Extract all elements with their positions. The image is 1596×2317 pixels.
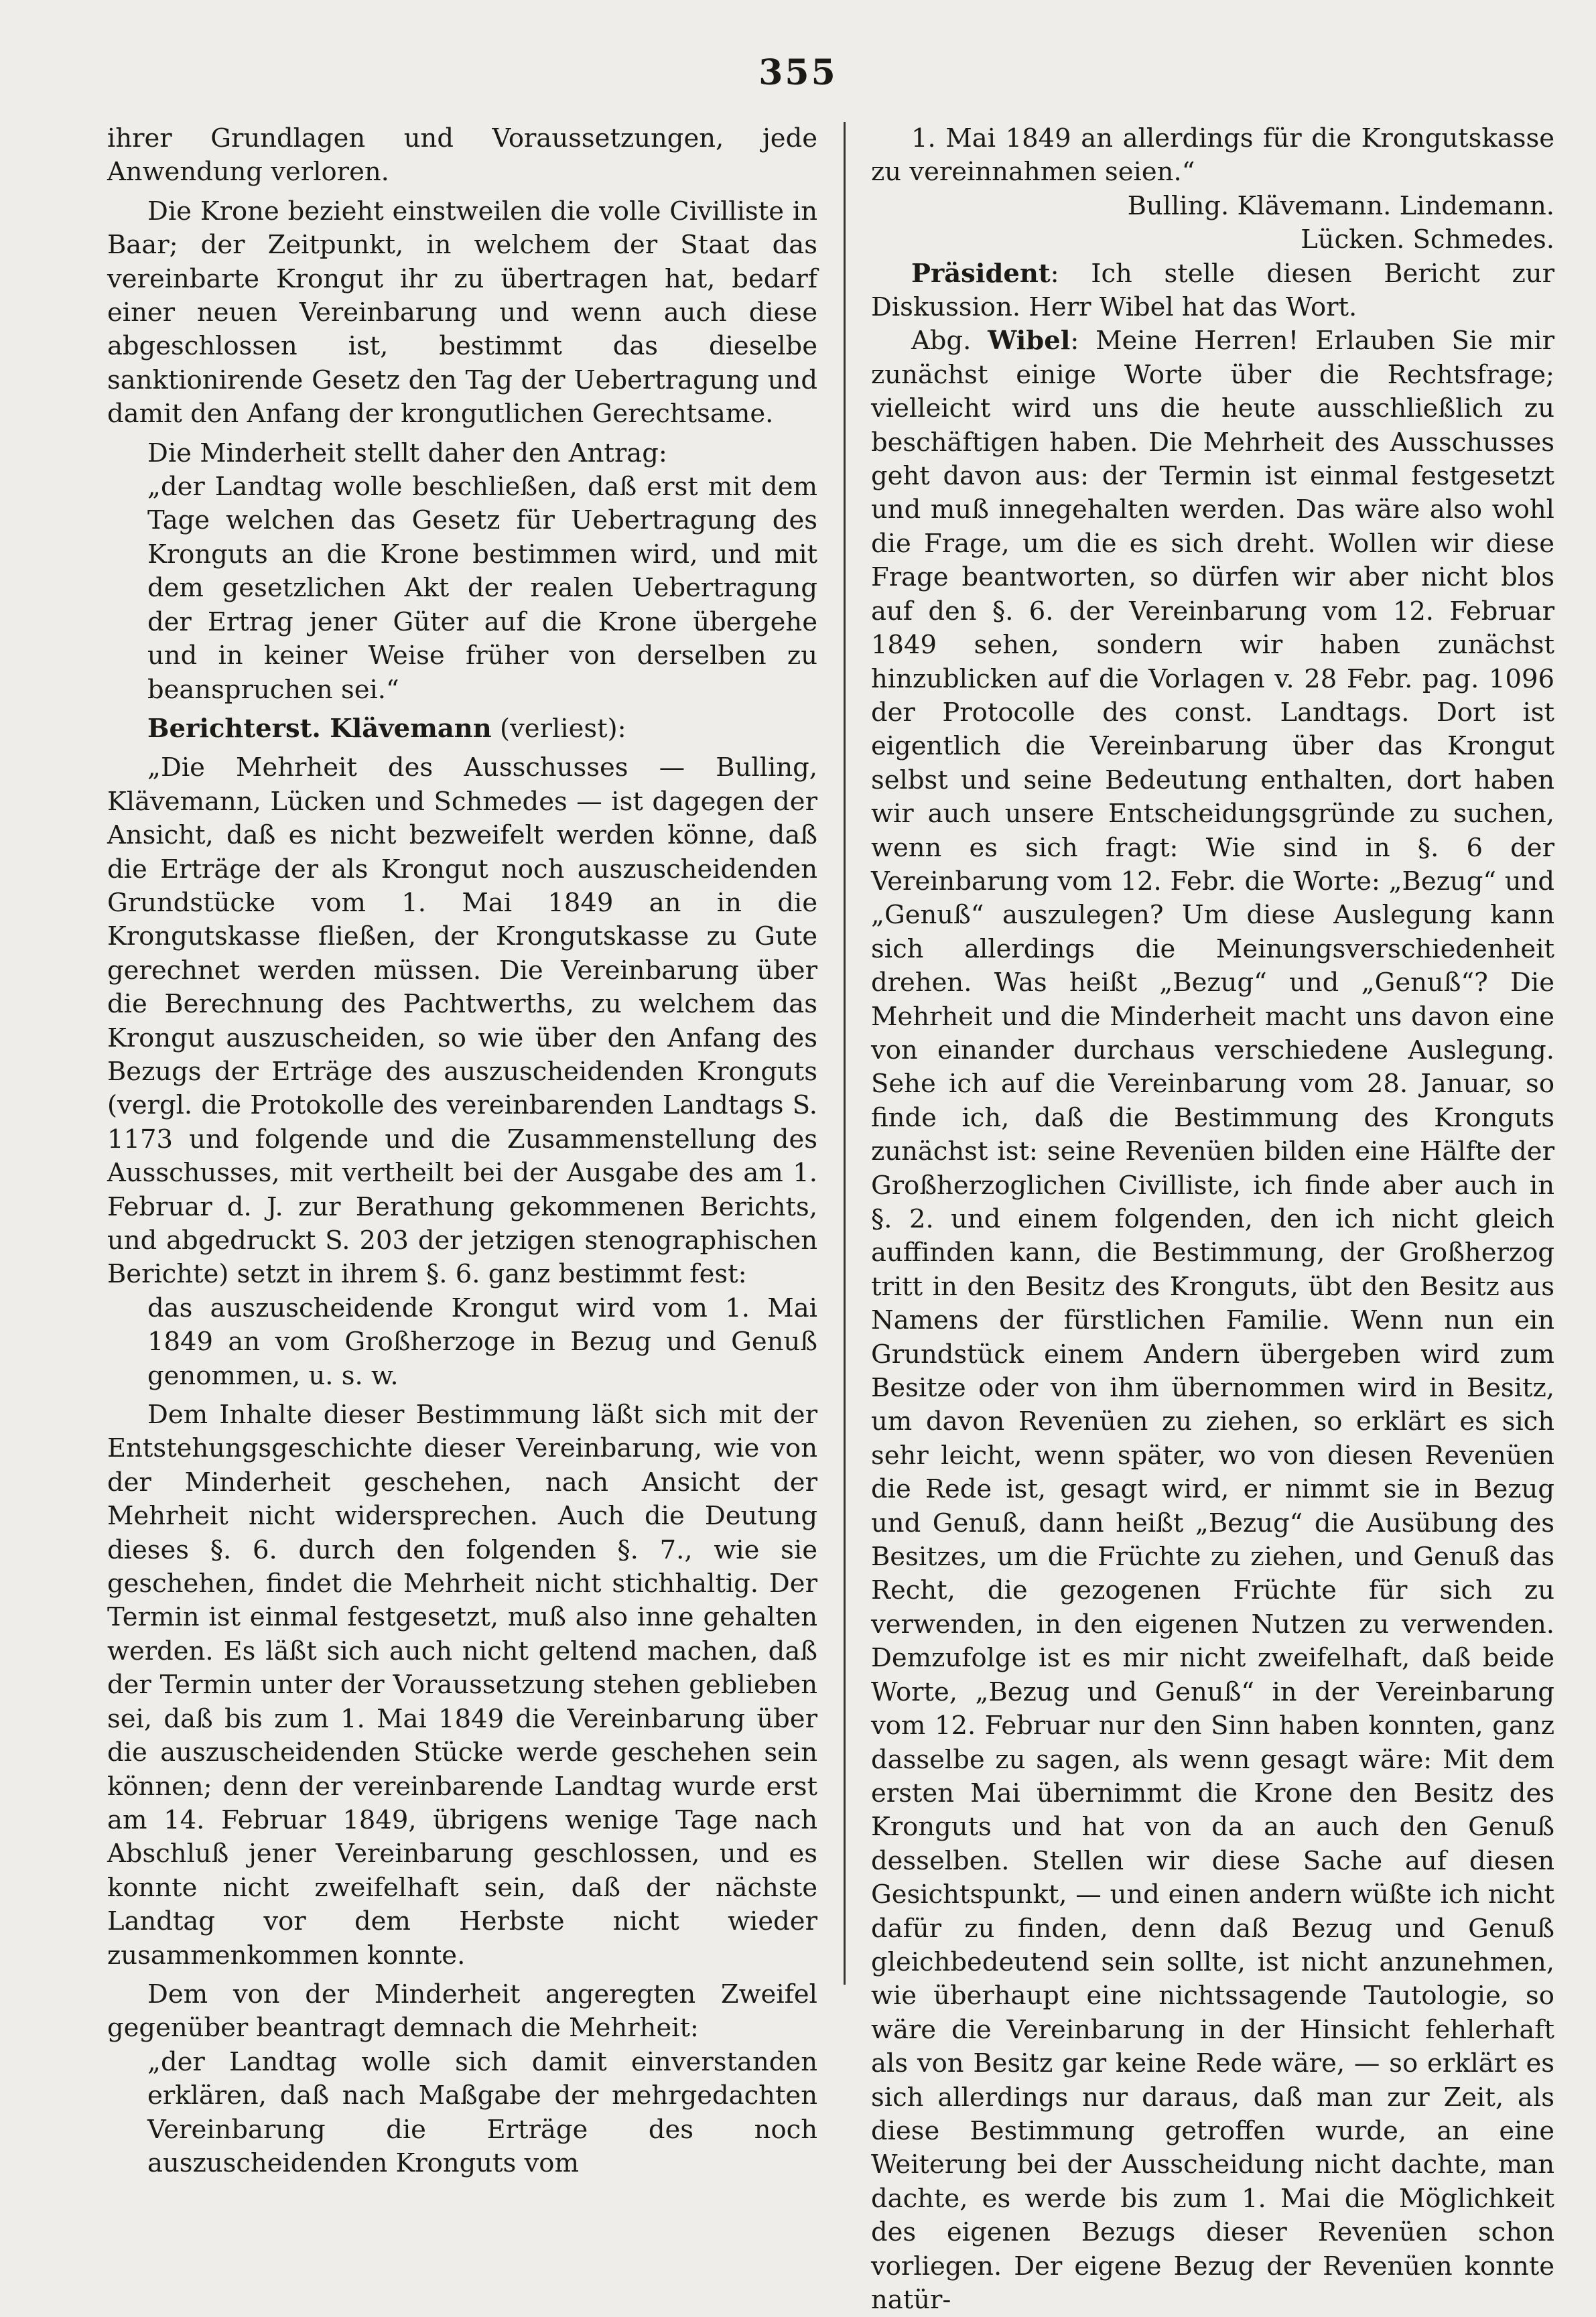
signatories: Lücken. Schmedes.: [1301, 224, 1554, 255]
majority-motion-quote: „der Landtag wolle sich damit einverstanden erklären, daß nach Maßgabe der mehrgedachten Vereinbarung die Erträge des noch auszuscheidenden Kronguts vom: [147, 2046, 817, 2178]
paragraph: Dem Inhalte dieser Bestimmung läßt sich mit der Entstehungsgeschichte dieser Vereinbarung, wie von der Minderheit geschehen, nach Ansicht der Mehrheit nicht widersprechen. Auch die Deutung dieses §. 6. durch den folgenden §. 7., wie sie geschehen, findet die Mehrheit nicht stichhaltig. Der Termin ist einmal festgesetzt, muß also inne gehalten werden. Es läßt sich auch nicht geltend machen, daß der Termin unter der Voraussetzung stehen geblieben sei, daß bis zum 1. Mai 1849 die Vereinbarung über die auszuscheidenden Stücke werde geschehen sein können; denn der vereinbarende Landtag wurde erst am 14. Februar 1849, übrigens wenige Tage nach Abschluß jener Vereinbarung geschlossen, und es konnte nicht zweifelhaft sein, daß der nächste Landtag vor dem Herbste nicht wieder zusammenkommen konnte.: [107, 1400, 817, 1971]
speaker-line: [871, 324, 1554, 2317]
speaker-title: Abg.: [911, 326, 988, 356]
paragraph: „Die Mehrheit des Ausschusses — Bulling, Klävemann, Lücken und Schmedes — ist dagegen der Ansicht, daß es nicht bezweifelt werden könne, daß die Erträge der als Krongut noch auszuscheidenden Grundstücke vom 1. Mai 1849 an in die Krongutskasse fließen, der Krongutskasse zu Gute gerechnet werden müssen. Die Vereinbarung über die Berechnung des Pachtwerths, zu welchem das Krongut auszuscheiden, so wie über den Anfang des Bezugs der Erträge des auszuscheidenden Kronguts (vergl. die Protokolle des vereinbarenden Landtags S. 1173 und folgende und die Zusammenstellung des Ausschusses, mit vertheilt bei der Ausgabe des am 1. Februar d. J. zur Berathung gekommenen Berichts, und abgedruckt S. 203 der jetzigen stenographischen Berichte) setzt in ihrem §. 6. ganz bestimmt fest:: [107, 752, 817, 1290]
speaker-line: [107, 712, 817, 746]
paragraph: Dem von der Minderheit angeregten Zweifel gegenüber beantragt demnach die Mehrheit:: [107, 1979, 817, 2044]
minority-motion-quote: „der Landtag wolle beschließen, daß erst mit dem Tage welchen das Gesetz für Uebertragung des Kronguts an die Krone bestimmen wird, und mit dem gesetzlichen Akt der realen Uebertragung der Ertrag jener Güter auf die Krone übergehe und in keiner Weise früher von derselben zu beanspruchen sei.“: [147, 472, 817, 705]
speaker-name: Berichterst. Klävemann: [147, 713, 492, 744]
signatories: Bulling. Klävemann. Lindemann.: [1127, 190, 1554, 221]
paragraph: ihrer Grundlagen und Voraussetzungen, jede Anwendung verloren.: [107, 123, 817, 188]
cited-clause: das auszuscheidende Krongut wird vom 1. Mai 1849 an vom Großherzoge in Bezug und Genuß genommen, u. s. w.: [147, 1293, 817, 1391]
speaker-text: : Ich stelle diesen Bericht zur Diskussion. Herr Wibel hat das Wort.: [871, 258, 1554, 323]
column-divider: [844, 122, 846, 1985]
page-number: 355: [758, 52, 838, 93]
speaker-note: (verliest):: [491, 713, 626, 744]
right-column: [871, 122, 1554, 2317]
speaker-line: [871, 257, 1554, 325]
left-column: [107, 122, 817, 2180]
paragraph: Die Minderheit stellt daher den Antrag:: [147, 438, 667, 468]
speaker-name: Präsident: [911, 258, 1051, 289]
speaker-text: : Meine Herren! Erlauben Sie mir zunächst einige Worte über die Rechtsfrage; vielleicht wird uns die heute ausschließlich zu beschäftigen haben. Die Mehrheit des Ausschusses geht davon aus: der Termin ist einmal festgesetzt und muß innegehalten werden. Das wäre also wohl die Frage, um die es sich dreht. Wollen wir diese Frage beantworten, so dürfen wir aber nicht blos auf den §. 6. der Vereinbarung vom 12. Februar 1849 sehen, sondern wir haben zunächst hinzublicken auf die Vorlagen v. 28 Febr. pag. 1096 der Protocolle des const. Landtags. Dort ist eigentlich die Vereinbarung über das Krongut selbst und seine Bedeutung enthalten, dort haben wir auch unsere Entscheidungsgründe zu suchen, wenn es sich fragt: Wie sind in §. 6 der Vereinbarung vom 12. Febr. die Worte: „Bezug“ und „Genuß“ auszulegen? Um diese Auslegung kann sich allerdings die Meinungsverschiedenheit drehen. Was heißt „Bezug“ und „Genuß“? Die Mehrheit und die Minderheit macht uns davon eine von einander durchaus verschiedene Auslegung. Sehe ich auf die Vereinbarung vom 28. Januar, so finde ich, daß die Bestimmung des Kronguts zunächst ist: seine Revenüen bilden eine Hälfte der Großherzoglichen Civilliste, ich finde aber auch in §. 2. und einem folgenden, den ich nicht gleich auffinden kann, die Bestimmung, der Großherzog tritt in den Besitz des Kronguts, übt den Besitz aus Namens der fürstlichen Familie. Wenn nun ein Grundstück einem Andern übergeben wird zum Besitze oder von ihm übernommen wird in Besitz, um davon Revenüen zu ziehen, so erklärt es sich sehr leicht, wenn später, wo von diesen Revenüen die Rede ist, gesagt wird, er nimmt sie in Bezug und Genuß, dann heißt „Bezug“ die Ausübung des Besitzes, um die Früchte zu ziehen, und Genuß das Recht, die gezogenen Früchte für sich zu verwenden, in den eigenen Nutzen zu verwenden. Demzufolge ist es mir nicht zweifelhaft, daß beide Worte, „Bezug und Genuß“ in der Vereinbarung vom 12. Februar nur den Sinn haben konnten, ganz dasselbe zu sagen, als wenn gesagt wäre: Mit dem ersten Mai übernimmt die Krone den Besitz des Kronguts und hat von da an auch den Genuß desselben. Stellen wir diese Sache auf diesen Gesichtspunkt, — und einen andern wüßte ich nicht dafür zu finden, denn daß Bezug und Genuß gleichbedeutend sein sollte, ist nicht anzunehmen, wie überhaupt eine nichtssagende Tautologie, so wäre die Vereinbarung in der Hinsicht fehlerhaft als von Besitz gar keine Rede wäre, — so erklärt es sich allerdings nur daraus, daß man zur Zeit, als diese Bestimmung getroffen wurde, an eine Weiterung bei der Ausscheidung nicht dachte, man dachte, es werde bis zum 1. Mai die Möglichkeit des eigenen Bezugs dieser Revenüen schon vorliegen. Der eigene Bezug der Revenüen konnte natür-: [871, 326, 1554, 2315]
paragraph: 1. Mai 1849 an allerdings für die Krongutskasse zu vereinnahmen seien.“: [871, 123, 1554, 188]
paragraph: Die Krone bezieht einstweilen die volle Civilliste in Baar; der Zeitpunkt, in welchem der Staat das vereinbarte Krongut ihr zu übertragen hat, bedarf einer neuen Vereinbarung und wenn auch diese abgeschlossen ist, bestimmt das dieselbe sanktionirende Gesetz den Tag der Uebertragung und damit den Anfang der krongutlichen Gerechtsame.: [107, 196, 817, 429]
speaker-name: Wibel: [988, 326, 1071, 356]
